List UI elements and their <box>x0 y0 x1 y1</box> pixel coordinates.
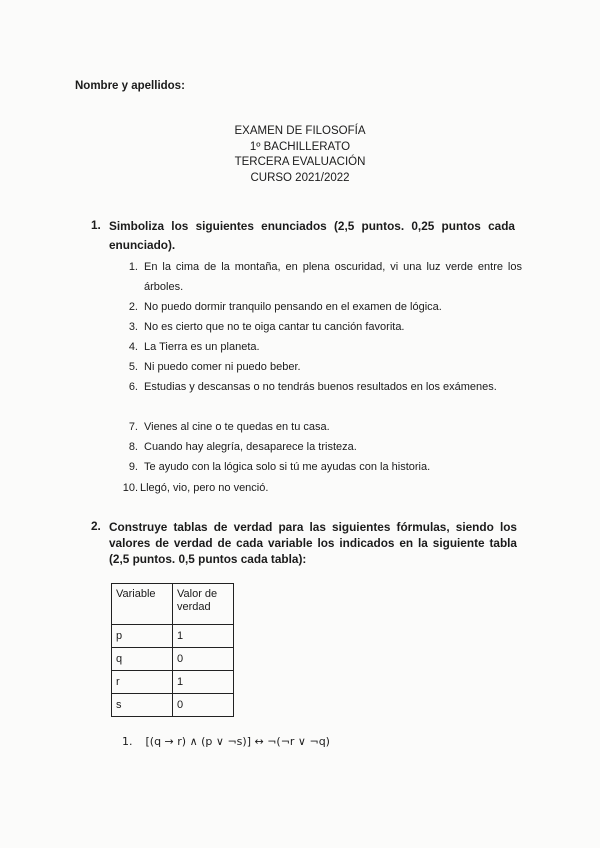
formula-item <box>122 735 330 748</box>
header-year: CURSO 2021/2022 <box>250 171 350 184</box>
header-title: EXAMEN DE FILOSOFÍA <box>234 125 366 137</box>
table-header-value: Valor de verdad <box>173 584 234 625</box>
table-row: r 1 <box>112 671 234 694</box>
question-1-text: Simboliza los siguientes enunciados (2,5 puntos. 0,25 puntos cada enunciado). <box>109 219 515 252</box>
formula-text: [(q → r) ∧ (p ∨ ¬s)] ↔ ¬(¬r ∨ ¬q) <box>145 735 330 748</box>
question-1-number: 1. <box>91 218 101 232</box>
table-row: q 0 <box>112 648 234 671</box>
header-course: 1º BACHILLERATO <box>249 140 351 153</box>
table-header-row <box>112 584 234 625</box>
question-2-number: 2. <box>91 519 101 533</box>
table-row: s 0 <box>112 694 234 717</box>
question-2-text: Construye tablas de verdad para las siguientes fórmulas, siendo los valores de verdad de cada variable los indicados en la siguiente tabla (2,5 puntos. 0,5 puntos cada tabla): <box>109 520 517 566</box>
formula-number: 1. <box>122 735 133 748</box>
header-term: TERCERA EVALUACIÓN <box>234 156 366 168</box>
truth-value-table <box>111 583 234 717</box>
table-row: p 1 <box>112 625 234 648</box>
name-label: Nombre y apellidos: <box>75 80 185 92</box>
exam-header <box>0 124 600 186</box>
table-header-variable: Variable <box>112 584 173 625</box>
exam-page: Nombre y apellidos: EXAMEN DE FILOSOFÍA 1º BACHILLERATO TERCERA EVALUACIÓN CURSO 2021/2022 1. Simboliza los siguientes enunciados (2,5 puntos. 0,25 puntos cada enunciado). 1. En la cima de la montaña, en plena oscuridad, vi una luz verde entre los árboles. 2. No puedo dormir tranquilo pensando en el examen de lógica. 3. No es cierto que no te oiga cantar tu canción favorita. 4. La Tierra es un planeta. 5. Ni puedo comer ni puedo beber. 6. Estudias y descansas o no tendrás buenos resultados en los exámenes. 7. Vienes al cine o te quedas en tu casa. 8. Cuando hay alegría, desaparece la tristeza. 9. Te ayudo con la lógica solo si tú me ayudas con la historia. 10. Llegó, vio, pero no venció. 2. Construye tablas de verdad para las siguientes fórmulas, siendo los valores de verdad de cada variable los indicados en la siguiente tabla (2,5 puntos. 0,5 puntos cada tabla): Variable Valor de verdad p 1 q 0 r 1 s 0 1. [(q → r) ∧ (p ∨ ¬s)] ↔ ¬(¬r ∨ ¬q) <box>0 0 600 848</box>
